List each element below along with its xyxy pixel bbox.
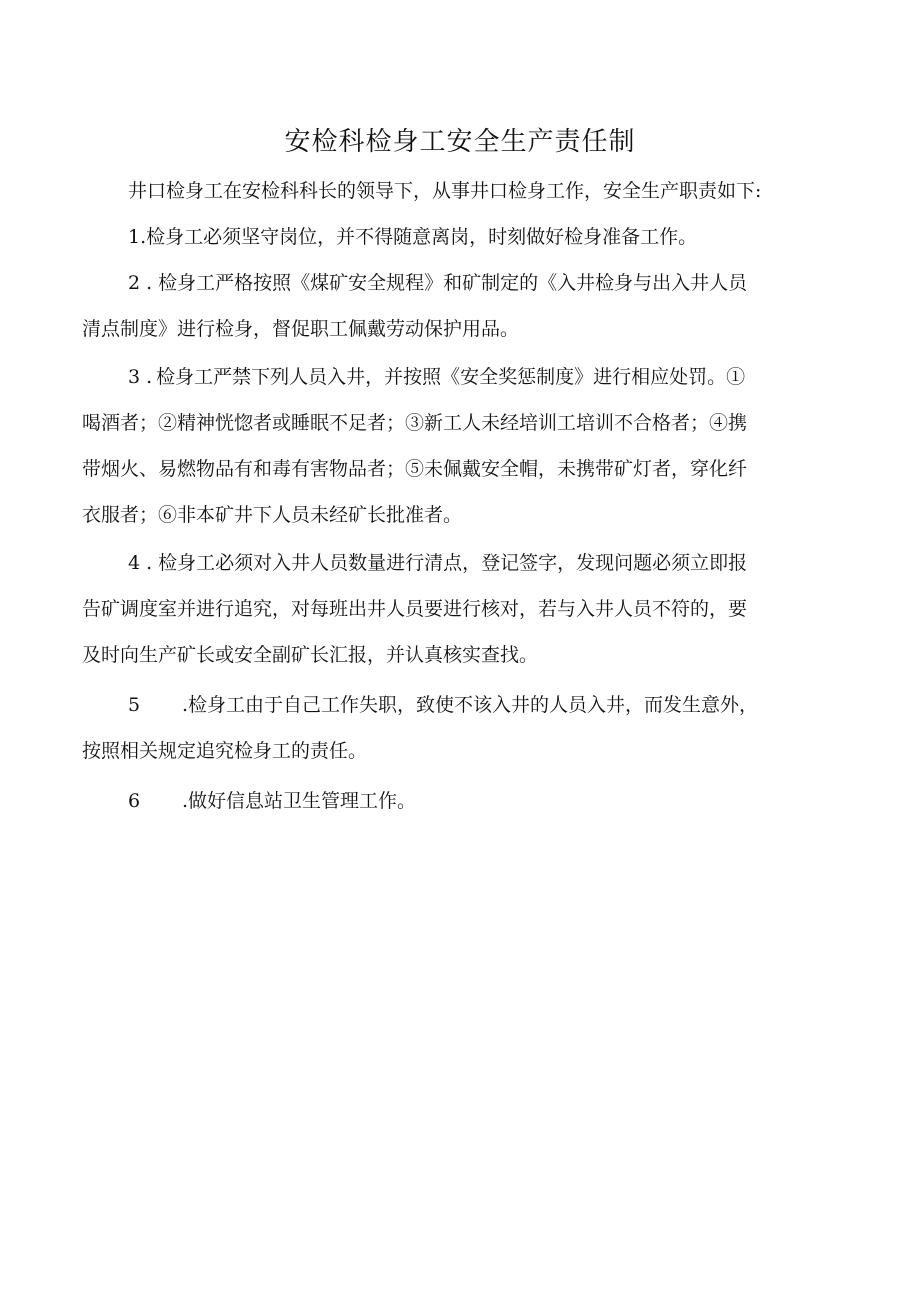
item-1-line-1 bbox=[82, 214, 842, 260]
item-1-paragraph bbox=[82, 214, 842, 260]
item-6-number: 6 bbox=[128, 790, 141, 812]
item-3-number: 3 . bbox=[128, 366, 153, 388]
item-6-line-1 bbox=[82, 778, 842, 824]
item-3-paragraph bbox=[82, 354, 842, 538]
item-4-text-1: 检身工必须对入井人员数量进行清点，登记签字，发现问题必须立即报 bbox=[158, 552, 748, 574]
item-1-number: 1. bbox=[128, 226, 147, 248]
item-4-paragraph bbox=[82, 540, 842, 678]
item-3-text-3: 带烟火、易燃物品有和毒有害物品者；⑤未佩戴安全帽，未携带矿灯者，穿化纤 bbox=[82, 458, 748, 480]
item-6-paragraph bbox=[82, 778, 842, 824]
item-3-line-1 bbox=[82, 354, 842, 400]
item-6-text: .做好信息站卫生管理工作。 bbox=[182, 790, 417, 812]
item-5-paragraph bbox=[82, 682, 842, 774]
item-5-text-2: 按照相关规定追究检身工的责任。 bbox=[82, 740, 368, 762]
intro-paragraph bbox=[82, 168, 842, 214]
item-4-number: 4 . bbox=[128, 552, 153, 574]
item-2-paragraph bbox=[82, 260, 842, 352]
intro-line: 井口检身工在安检科科长的领导下，从事井口检身工作，安全生产职责如下: bbox=[128, 180, 762, 202]
item-4-text-3: 及时向生产矿长或安全副矿长汇报，并认真核实查找。 bbox=[82, 644, 539, 666]
item-2-text-1: 检身工严格按照《煤矿安全规程》和矿制定的《入井检身与出入井人员 bbox=[158, 272, 748, 294]
item-2-text-2: 清点制度》进行检身，督促职工佩戴劳动保护用品。 bbox=[82, 318, 520, 340]
document-title: 安检科检身工安全生产责任制 bbox=[284, 127, 636, 157]
item-2-number: 2 . bbox=[128, 272, 153, 294]
item-3-text-4: 衣服者；⑥非本矿井下人员未经矿长批准者。 bbox=[82, 504, 463, 526]
item-5-line-1 bbox=[82, 682, 842, 728]
item-4-text-2: 告矿调度室并进行追究，对每班出井人员要进行核对，若与入井人员不符的，要 bbox=[82, 598, 748, 620]
item-1-text: 检身工必须坚守岗位，并不得随意离岗，时刻做好检身准备工作。 bbox=[146, 226, 698, 248]
item-3-text-2: 喝酒者；②精神恍惚者或睡眠不足者；③新工人未经培训工培训不合格者；④携 bbox=[82, 412, 748, 434]
item-2-line-1 bbox=[82, 260, 842, 306]
item-4-line-1 bbox=[82, 540, 842, 586]
item-3-text-1: 检身工严禁下列人员入井，并按照《安全奖惩制度》进行相应处罚。① bbox=[156, 366, 746, 388]
item-5-number: 5 bbox=[128, 694, 141, 716]
item-5-text-1: .检身工由于自己工作失职，致使不该入井的人员入井，而发生意外， bbox=[182, 694, 759, 716]
